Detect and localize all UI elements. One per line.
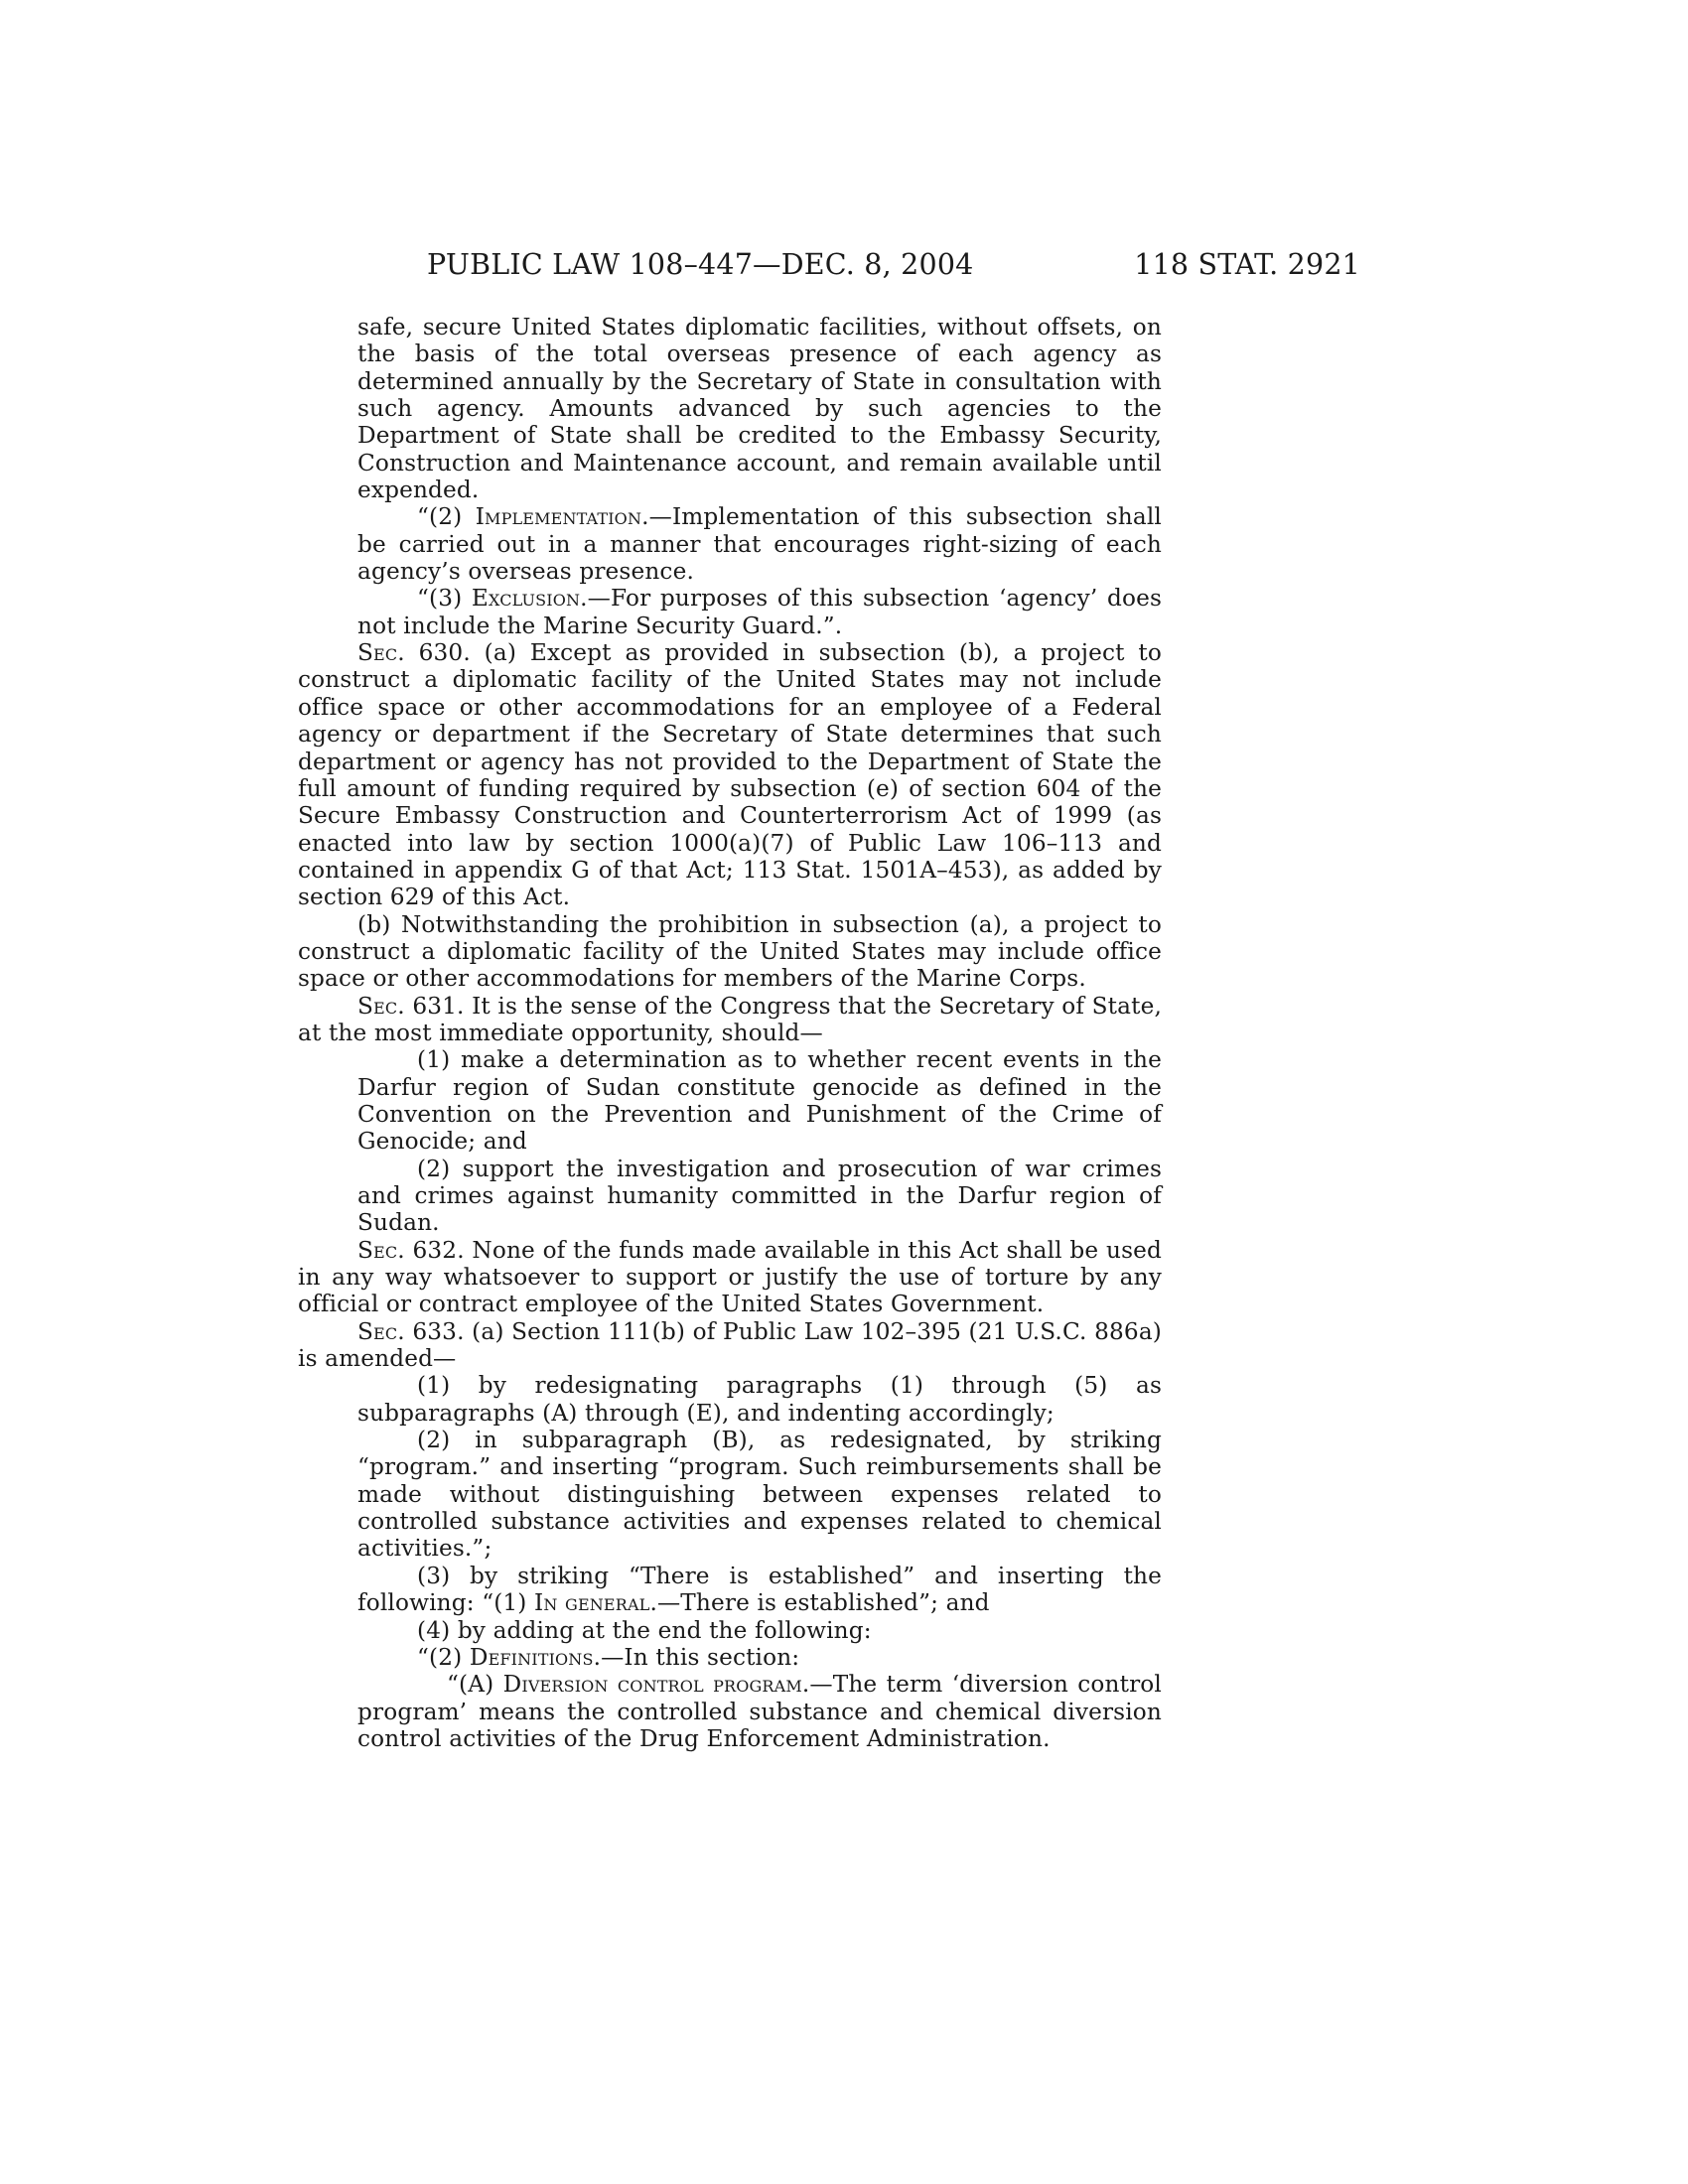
heading-exclusion: Exclusion bbox=[471, 585, 581, 613]
section-633-item-2: (2) in subparagraph (B), as redesignated, by striking “program.” and inserting “program. Such reimbursements shall be made without distinguishing between expenses related to controlled substance activities and expenses related to chemical activities.”; bbox=[357, 1427, 1162, 1563]
header-stat-page: 118 STAT. 2921 bbox=[1134, 248, 1360, 281]
section-632: Sec. 632. None of the funds made available in this Act shall be used in any way whatsoever to support or justify the use of torture by any official or contract employee of the United States Government. bbox=[298, 1236, 1162, 1318]
definition-diversion-control-program: “(A) Diversion control program.—The term ‘diversion control program’ means the controlled substance and chemical diversion control activities of the Drug Enforcement Administration. bbox=[357, 1671, 1162, 1752]
section-631-item-1: (1) make a determination as to whether recent events in the Darfur region of Sudan constitute genocide as defined in the Convention on the Prevention and Punishment of the Crime of Genocide; and bbox=[357, 1046, 1162, 1156]
section-631-item-2: (2) support the investigation and prosecution of war crimes and crimes against humanity committed in the Darfur region of Sudan. bbox=[357, 1155, 1162, 1237]
section-633: Sec. 633. (a) Section 111(b) of Public Law 102–395 (21 U.S.C. 886a) is amended— bbox=[298, 1317, 1162, 1373]
paragraph-implementation: “(2) Implementation.—Implementation of this subsection shall be carried out in a manner that encourages right-sizing of each agency’s overseas presence. bbox=[357, 503, 1162, 586]
page-header bbox=[298, 248, 1360, 288]
section-631: Sec. 631. It is the sense of the Congress that the Secretary of State, at the most immediate opportunity, should— bbox=[298, 992, 1162, 1046]
section-630-a: Sec. 630. (a) Except as provided in subsection (b), a project to construct a diplomatic facility of the United States may not include office space or other accommodations for an employee of a Federal agency or department if the Secretary of State determines that such department or agency has not provided to the Department of State the full amount of funding required by subsection (e) of section 604 of the Secure Embassy Construction and Counterterrorism Act of 1999 (as enacted into law by section 1000(a)(7) of Public Law 106–113 and contained in appendix G of that Act; 113 Stat. 1501A–453), as added by section 629 of this Act. bbox=[298, 639, 1162, 911]
paragraph-funding: safe, secure United States diplomatic facilities, without offsets, on the basis of the total overseas presence of each agency as determined annually by the Secretary of State in consultation with such agency. Amounts advanced by such agencies to the Department of State shall be credited to the Embassy Security, Construction and Maintenance account, and remain available until expended. bbox=[357, 314, 1162, 504]
paragraph-exclusion: “(3) Exclusion.—For purposes of this subsection ‘agency’ does not include the Marine Security Guard.”. bbox=[357, 585, 1162, 639]
body-text bbox=[298, 314, 1162, 1752]
section-633-item-3: (3) by striking “There is established” and inserting the following: “(1) In general.—There is established”; and bbox=[357, 1562, 1162, 1617]
section-633-item-4: (4) by adding at the end the following: bbox=[417, 1616, 872, 1644]
section-630-b: (b) Notwithstanding the prohibition in subsection (a), a project to construct a diplomatic facility of the United States may include office space or other accommodations for members of the Marine Corps. bbox=[298, 910, 1162, 993]
heading-implementation: Implementation bbox=[475, 503, 642, 531]
header-title: PUBLIC LAW 108–447—DEC. 8, 2004 bbox=[427, 248, 974, 281]
definitions-heading: “(2) Definitions.—In this section: bbox=[417, 1643, 800, 1671]
section-633-item-1: (1) by redesignating paragraphs (1) through (5) as subparagraphs (A) through (E), and indenting accordingly; bbox=[357, 1372, 1162, 1427]
